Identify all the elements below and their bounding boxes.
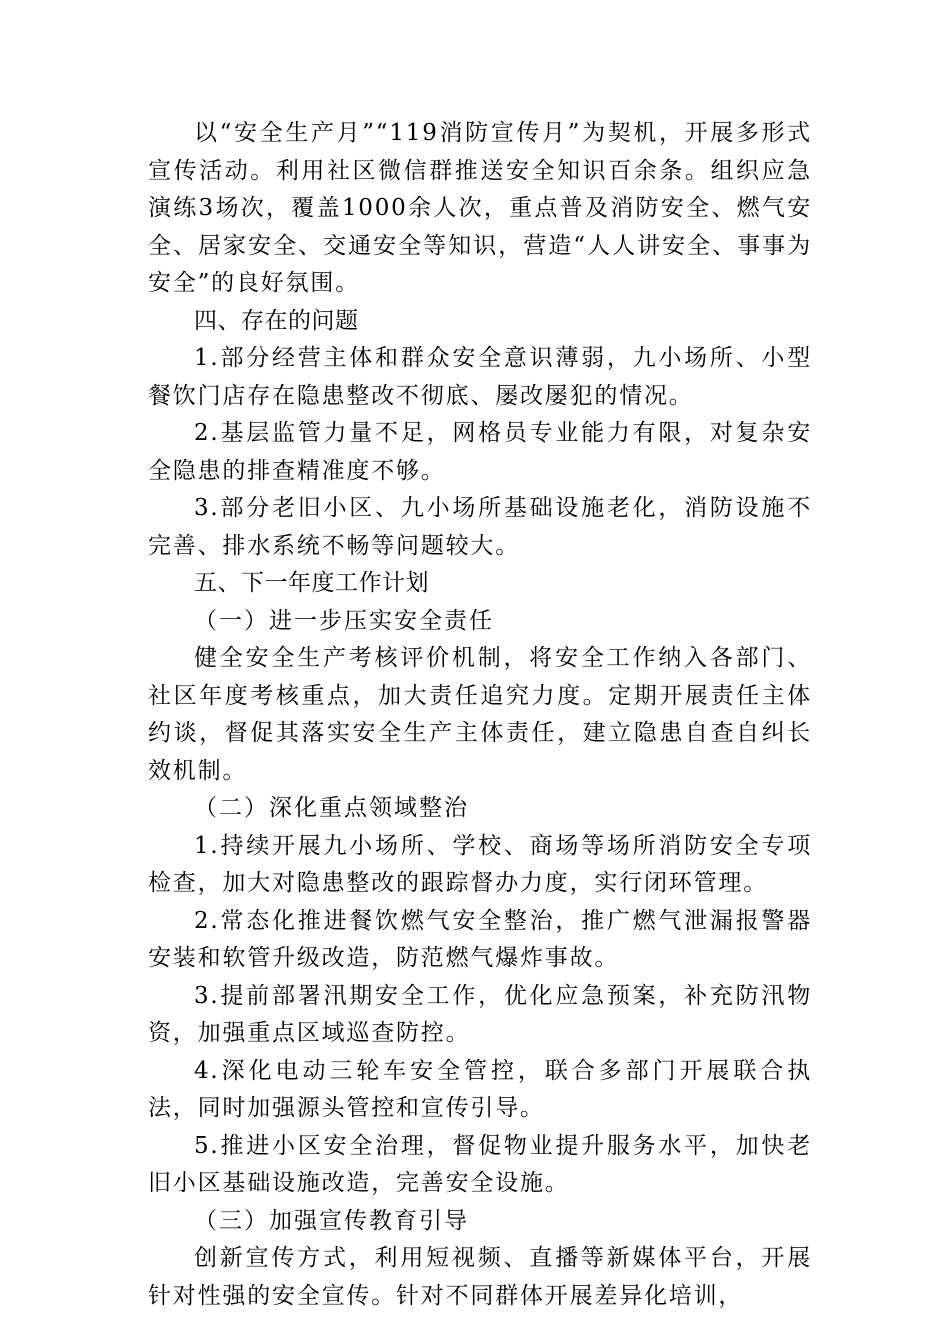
section5-sub2-item: 4.深化电动三轮车安全管控，联合多部门开展联合执法，同时加强源头管控和宣传引导。 — [148, 1057, 812, 1121]
intro-paragraph: 以“安全生产月”“119消防宣传月”为契机，开展多形式宣传活动。利用社区微信群推送安全知识百余条。组织应急演练3场次，覆盖1000余人次，重点普及消防安全、燃气安全、居家安全、交通安全等知识，营造“人人讲安全、事事为安全”的良好氛围。 — [148, 120, 812, 296]
section5-sub2-item: 3.提前部署汛期安全工作，优化应急预案，补充防汛物资，加强重点区域巡查防控。 — [148, 982, 812, 1046]
section5-sub2-item: 5.推进小区安全治理，督促物业提升服务水平，加快老旧小区基础设施改造，完善安全设施。 — [148, 1132, 812, 1196]
section5-sub1-heading: （一）进一步压实安全责任 — [194, 607, 494, 634]
section4-item: 3.部分老旧小区、九小场所基础设施老化，消防设施不完善、排水系统不畅等问题较大。 — [148, 495, 812, 559]
section5-sub1-text: 健全安全生产考核评价机制，将安全工作纳入各部门、社区年度考核重点，加大责任追究力度。定期开展责任主体约谈，督促其落实安全生产主体责任，建立隐患自查自纠长效机制。 — [148, 645, 812, 784]
section5-sub2-item: 2.常态化推进餐饮燃气安全整治，推广燃气泄漏报警器安装和软管升级改造，防范燃气爆炸事故。 — [148, 907, 812, 971]
section5-sub2-item: 1.持续开展九小场所、学校、商场等场所消防安全专项检查，加大对隐患整改的跟踪督办力度，实行闭环管理。 — [148, 832, 812, 896]
section4-item: 2.基层监管力量不足，网格员专业能力有限，对复杂安全隐患的排查精准度不够。 — [148, 420, 812, 484]
section4-heading: 四、存在的问题 — [194, 307, 359, 334]
section5-sub3-text: 创新宣传方式，利用短视频、直播等新媒体平台，开展针对性强的安全宣传。针对不同群体开展差异化培训， — [148, 1245, 812, 1309]
document-body — [148, 115, 812, 1315]
section5-sub3-heading: （三）加强宣传教育引导 — [194, 1207, 469, 1234]
section5-sub2-heading: （二）深化重点领域整治 — [194, 795, 469, 821]
section4-item: 1.部分经营主体和群众安全意识薄弱，九小场所、小型餐饮门店存在隐患整改不彻底、屡改屡犯的情况。 — [148, 345, 812, 409]
section5-heading: 五、下一年度工作计划 — [194, 570, 429, 596]
